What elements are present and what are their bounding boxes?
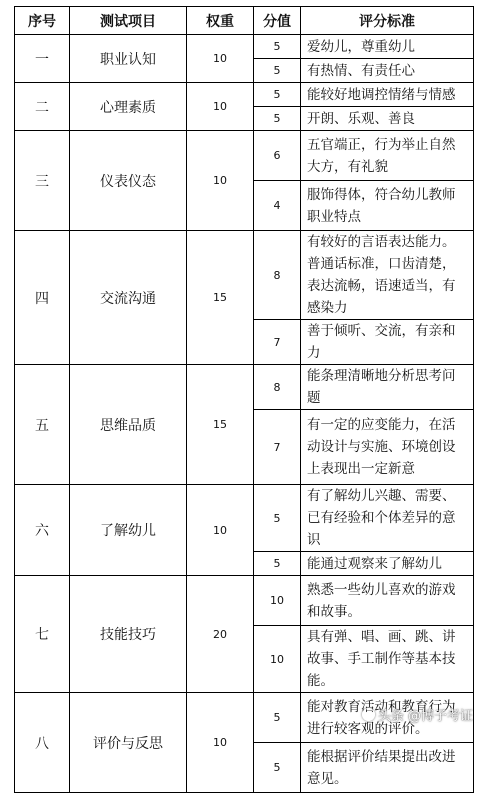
criteria-text: 有一定的应变能力，在活动设计与实施、环境创设上表现出一定新意	[301, 410, 474, 485]
weight-value: 10	[187, 693, 254, 793]
criteria-text: 五官端正，行为举止自然大方，有礼貌	[301, 131, 474, 181]
criteria-text: 能通过观察来了解幼儿	[301, 552, 474, 576]
row-number: 六	[15, 485, 70, 576]
score-value: 6	[254, 131, 301, 181]
score-value: 5	[254, 59, 301, 83]
score-value: 5	[254, 83, 301, 107]
score-value: 8	[254, 365, 301, 410]
test-item: 仪表仪态	[70, 131, 187, 231]
weight-value: 10	[187, 83, 254, 131]
criteria-text: 熟悉一些幼儿喜欢的游戏和故事。	[301, 576, 474, 626]
score-value: 8	[254, 231, 301, 320]
weight-value: 10	[187, 485, 254, 576]
score-value: 5	[254, 743, 301, 793]
criteria-text: 善于倾听、交流，有亲和力	[301, 320, 474, 365]
weight-value: 20	[187, 576, 254, 693]
test-item: 技能技巧	[70, 576, 187, 693]
circle-logo-icon	[362, 708, 375, 721]
criteria-text: 服饰得体，符合幼儿教师职业特点	[301, 181, 474, 231]
test-item: 职业认知	[70, 35, 187, 83]
criteria-text: 具有弹、唱、画、跳、讲故事、手工制作等基本技能。	[301, 626, 474, 693]
row-number: 七	[15, 576, 70, 693]
score-value: 5	[254, 35, 301, 59]
row-number: 五	[15, 365, 70, 485]
header-criteria: 评分标准	[301, 7, 474, 35]
score-value: 5	[254, 693, 301, 743]
test-item: 心理素质	[70, 83, 187, 131]
criteria-text: 爱幼儿，尊重幼儿	[301, 35, 474, 59]
header-item: 测试项目	[70, 7, 187, 35]
criteria-text: 能对教育活动和教育行为进行较客观的评价。	[301, 693, 474, 743]
score-value: 5	[254, 107, 301, 131]
row-number: 四	[15, 231, 70, 365]
score-value: 7	[254, 320, 301, 365]
score-table	[14, 6, 474, 793]
weight-value: 15	[187, 365, 254, 485]
score-value: 10	[254, 576, 301, 626]
watermark	[362, 705, 473, 724]
row-number: 一	[15, 35, 70, 83]
score-value: 10	[254, 626, 301, 693]
table-row	[15, 231, 474, 320]
test-item: 思维品质	[70, 365, 187, 485]
weight-value: 10	[187, 35, 254, 83]
score-value: 5	[254, 552, 301, 576]
criteria-text: 能根据评价结果提出改进意见。	[301, 743, 474, 793]
table-row	[15, 131, 474, 181]
score-value: 5	[254, 485, 301, 552]
criteria-text: 有较好的言语表达能力。普通话标准，口齿清楚，表达流畅，语速适当，有感染力	[301, 231, 474, 320]
criteria-text: 能条理清晰地分析思考问题	[301, 365, 474, 410]
score-value: 4	[254, 181, 301, 231]
table-header-row	[15, 7, 474, 35]
weight-value: 15	[187, 231, 254, 365]
table-row	[15, 35, 474, 59]
score-value: 7	[254, 410, 301, 485]
criteria-text: 能较好地调控情绪与情感	[301, 83, 474, 107]
header-weight: 权重	[187, 7, 254, 35]
criteria-text: 有了解幼儿兴趣、需要、已有经验和个体差异的意识	[301, 485, 474, 552]
criteria-text: 开朗、乐观、善良	[301, 107, 474, 131]
test-item: 交流沟通	[70, 231, 187, 365]
table-row	[15, 83, 474, 107]
test-item: 评价与反思	[70, 693, 187, 793]
table-row	[15, 485, 474, 552]
header-no: 序号	[15, 7, 70, 35]
row-number: 三	[15, 131, 70, 231]
table-row	[15, 576, 474, 626]
watermark-text: 头条 @博子考证	[377, 709, 473, 724]
header-score: 分值	[254, 7, 301, 35]
row-number: 八	[15, 693, 70, 793]
row-number: 二	[15, 83, 70, 131]
test-item: 了解幼儿	[70, 485, 187, 576]
table-row	[15, 365, 474, 410]
weight-value: 10	[187, 131, 254, 231]
criteria-text: 有热情、有责任心	[301, 59, 474, 83]
